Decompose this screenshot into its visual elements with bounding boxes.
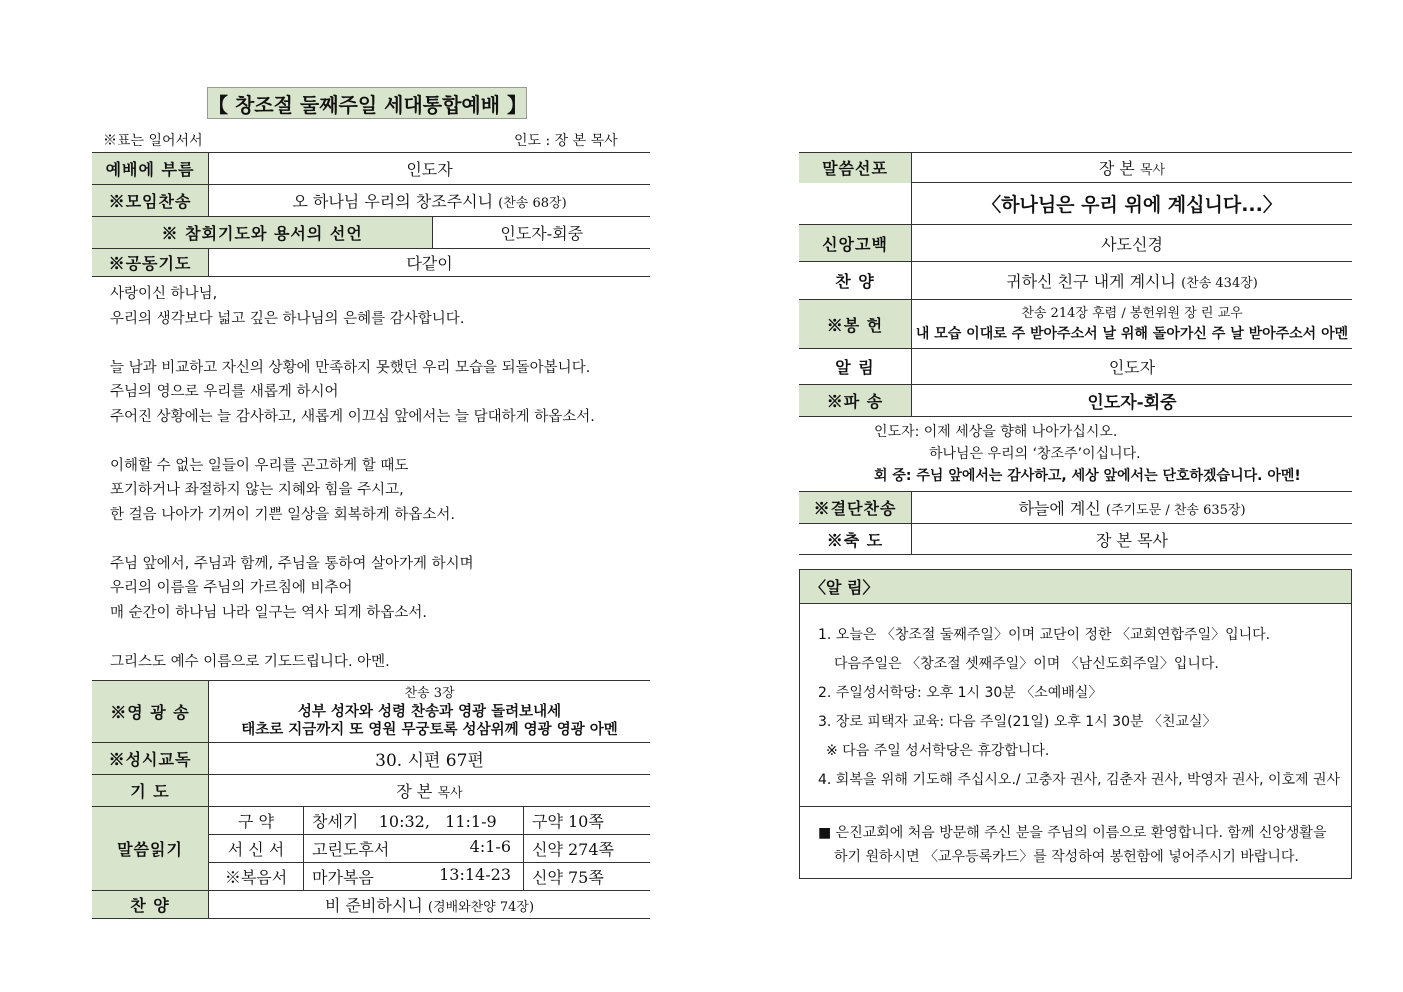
common-prayer-value: 다같이 (406, 254, 453, 273)
notice-item: 2. 주일성서학당: 오후 1시 30분 〈소예배실〉 (818, 685, 1103, 701)
closing-table (799, 491, 1352, 555)
notice-item: ※ 다음 주일 성서학당은 휴강합니다. (826, 743, 1050, 759)
common-prayer-label: ※공동기도 (92, 249, 209, 277)
reading-kind: ※복음서 (209, 863, 304, 891)
gathering-hymn-label: ※모임찬송 (92, 185, 209, 217)
sending-label: ※파 송 (799, 385, 912, 417)
sermon-preacher-title: 목사 (1139, 163, 1166, 178)
closing-hymn-title: 하늘에 계신 (1018, 499, 1101, 518)
confession-value: 인도자-회중 (500, 224, 584, 243)
welcome-line1: ■ 은진교회에 처음 방문해 주신 분을 주님의 이름으로 환영합니다. 함께 신앙생활을 (818, 825, 1327, 841)
gloria-line2: 태초로 지금까지 또 영원 무궁토록 성삼위께 영광 영광 아멘 (241, 720, 618, 738)
sending-line2: 하나님은 우리의 ‘창조주’이십니다. (929, 446, 1141, 462)
praise-ref: (찬송 434장) (1181, 276, 1258, 291)
psalm-value: 30. 시편 67편 (375, 751, 484, 771)
gloria-label: ※영 광 송 (92, 681, 209, 743)
reading-page: 신약 274쪽 (532, 840, 614, 859)
readings-label: 말씀읽기 (92, 807, 209, 891)
anthem-label: 찬 양 (92, 891, 209, 919)
gloria-ref: 찬송 3장 (404, 685, 455, 701)
praise-label: 찬 양 (799, 262, 912, 300)
praise-title: 귀하신 친구 내게 계시니 (1006, 272, 1176, 291)
sending-line3: 회 중: 주님 앞에서는 감사하고, 세상 앞에서는 단호하겠습니다. 아멘! (874, 468, 1301, 484)
reading-verse: 4:1-6 (469, 837, 511, 856)
notices-box (799, 569, 1352, 879)
notices-header: 〈알 림〉 (800, 570, 1351, 604)
gathering-hymn-title: 오 하나님 우리의 창조주시니 (292, 192, 494, 211)
reading-verse: 10:32, 11:1-9 (378, 812, 497, 831)
prayer-text: 사랑이신 하나님, 우리의 생각보다 넓고 깊은 하나님의 은혜를 감사합니다. 늘 남과 비교하고 자신의 상황에 만족하지 못했던 우리 모습을 되돌아봅니다. 주님의 영으로 우리를 새롭게 하시어 주어진 상황에는 늘 감사하고, 새롭게 이끄심 앞에서는 늘 담대하게 하옵소서. 이해할 수 없는 일들이 우리를 곤고하게 할 때도 포기하거나 좌절하지 않는 지혜와 힘을 주시고, 한 걸음 나아가 기꺼이 기쁜 일상을 회복하게 하옵소서. 주님 앞에서, 주님과 함께, 주님을 통하여 살아가게 하시며 우리의 이름을 주님의 가르침에 비추어 매 순간이 하나님 나라 일구는 역사 되게 하옵소서. 그리스도 예수 이름으로 기도드립니다. 아멘. (110, 286, 595, 670)
reading-page: 구약 10쪽 (532, 812, 604, 831)
creed-label: 신앙고백 (799, 225, 912, 262)
creed-value: 사도신경 (1101, 234, 1163, 254)
anthem-title: 비 준비하시니 (324, 896, 423, 915)
reading-book: 마가복음 (312, 868, 374, 887)
standing-note: ※표는 일어서서 (103, 133, 203, 149)
psalm-label: ※성시교독 (92, 743, 209, 775)
prayer-leader: 장 본 (396, 782, 433, 801)
reading-kind: 서 신 서 (209, 835, 304, 863)
prayer-label: 기 도 (92, 775, 209, 807)
leader-note: 인도 : 장 본 목사 (514, 133, 618, 149)
order-of-worship-right (799, 152, 1352, 417)
notice-item: 다음주일은 〈창조절 셋째주일〉이며 〈남신도회주일〉입니다. (834, 656, 1219, 672)
offering-line1: 찬송 214장 후렴 / 봉헌위원 장 린 교우 (1021, 306, 1243, 321)
notice-item: 3. 장로 피택자 교육: 다음 주일(21일) 오후 1시 30분 〈친교실〉 (818, 714, 1217, 730)
order-of-worship-bottom (92, 680, 650, 919)
anthem-ref: (경배와찬양 74장) (427, 900, 535, 915)
offering-label: ※봉 헌 (799, 300, 912, 349)
notice-item: 4. 회복을 위해 기도해 주십시오./ 고충자 권사, 김춘자 권사, 박영자 권사, 이호제 권사 (818, 772, 1341, 788)
offering-line2: 내 모습 이대로 주 받아주소서 날 위해 돌아가신 주 날 받아주소서 아멘 (915, 326, 1349, 342)
gathering-hymn-ref: (찬송 68장) (498, 196, 567, 211)
reading-book: 고린도후서 (312, 840, 390, 859)
sending-line1: 인도자: 이제 세상을 향해 나아가십시오. (874, 424, 1118, 440)
prayer-leader-title: 목사 (437, 786, 463, 801)
reading-page: 신약 75쪽 (532, 868, 604, 887)
confession-label: ※ 참회기도와 용서의 선언 (92, 217, 433, 249)
closing-hymn-ref: (주기도문 / 찬송 635장) (1105, 503, 1246, 518)
bulletin-title: 【 창조절 둘째주일 세대통합예배 】 (207, 87, 527, 119)
sermon-label: 말씀선포 (799, 153, 912, 183)
benediction-value: 장 본 목사 (1096, 530, 1168, 550)
reading-kind: 구 약 (209, 807, 304, 835)
reading-verse: 13:14-23 (439, 865, 511, 884)
sermon-preacher: 장 본 (1098, 159, 1135, 178)
closing-hymn-label: ※결단찬송 (799, 492, 912, 524)
notice-item: 1. 오늘은 〈창조절 둘째주일〉이며 교단이 정한 〈교회연합주일〉입니다. (818, 627, 1271, 643)
welcome-line2: 하기 원하시면 〈교우등록카드〉를 작성하여 봉헌함에 넣어주시기 바랍니다. (834, 849, 1299, 865)
announce-label: 알 림 (799, 349, 912, 385)
sending-value: 인도자-회중 (1087, 393, 1177, 413)
gloria-line1: 성부 성자와 성령 찬송과 영광 돌려보내세 (297, 702, 562, 720)
sermon-topic: 〈하나님은 우리 위에 계십니다...〉 (912, 183, 1353, 225)
call-label: 예배에 부름 (92, 153, 209, 185)
announce-value: 인도자 (1108, 358, 1156, 377)
reading-book: 창세기 (312, 812, 359, 831)
notice-divider (800, 806, 1351, 807)
call-value: 인도자 (406, 160, 453, 179)
benediction-label: ※축 도 (799, 524, 912, 555)
order-of-worship-top (92, 152, 650, 277)
